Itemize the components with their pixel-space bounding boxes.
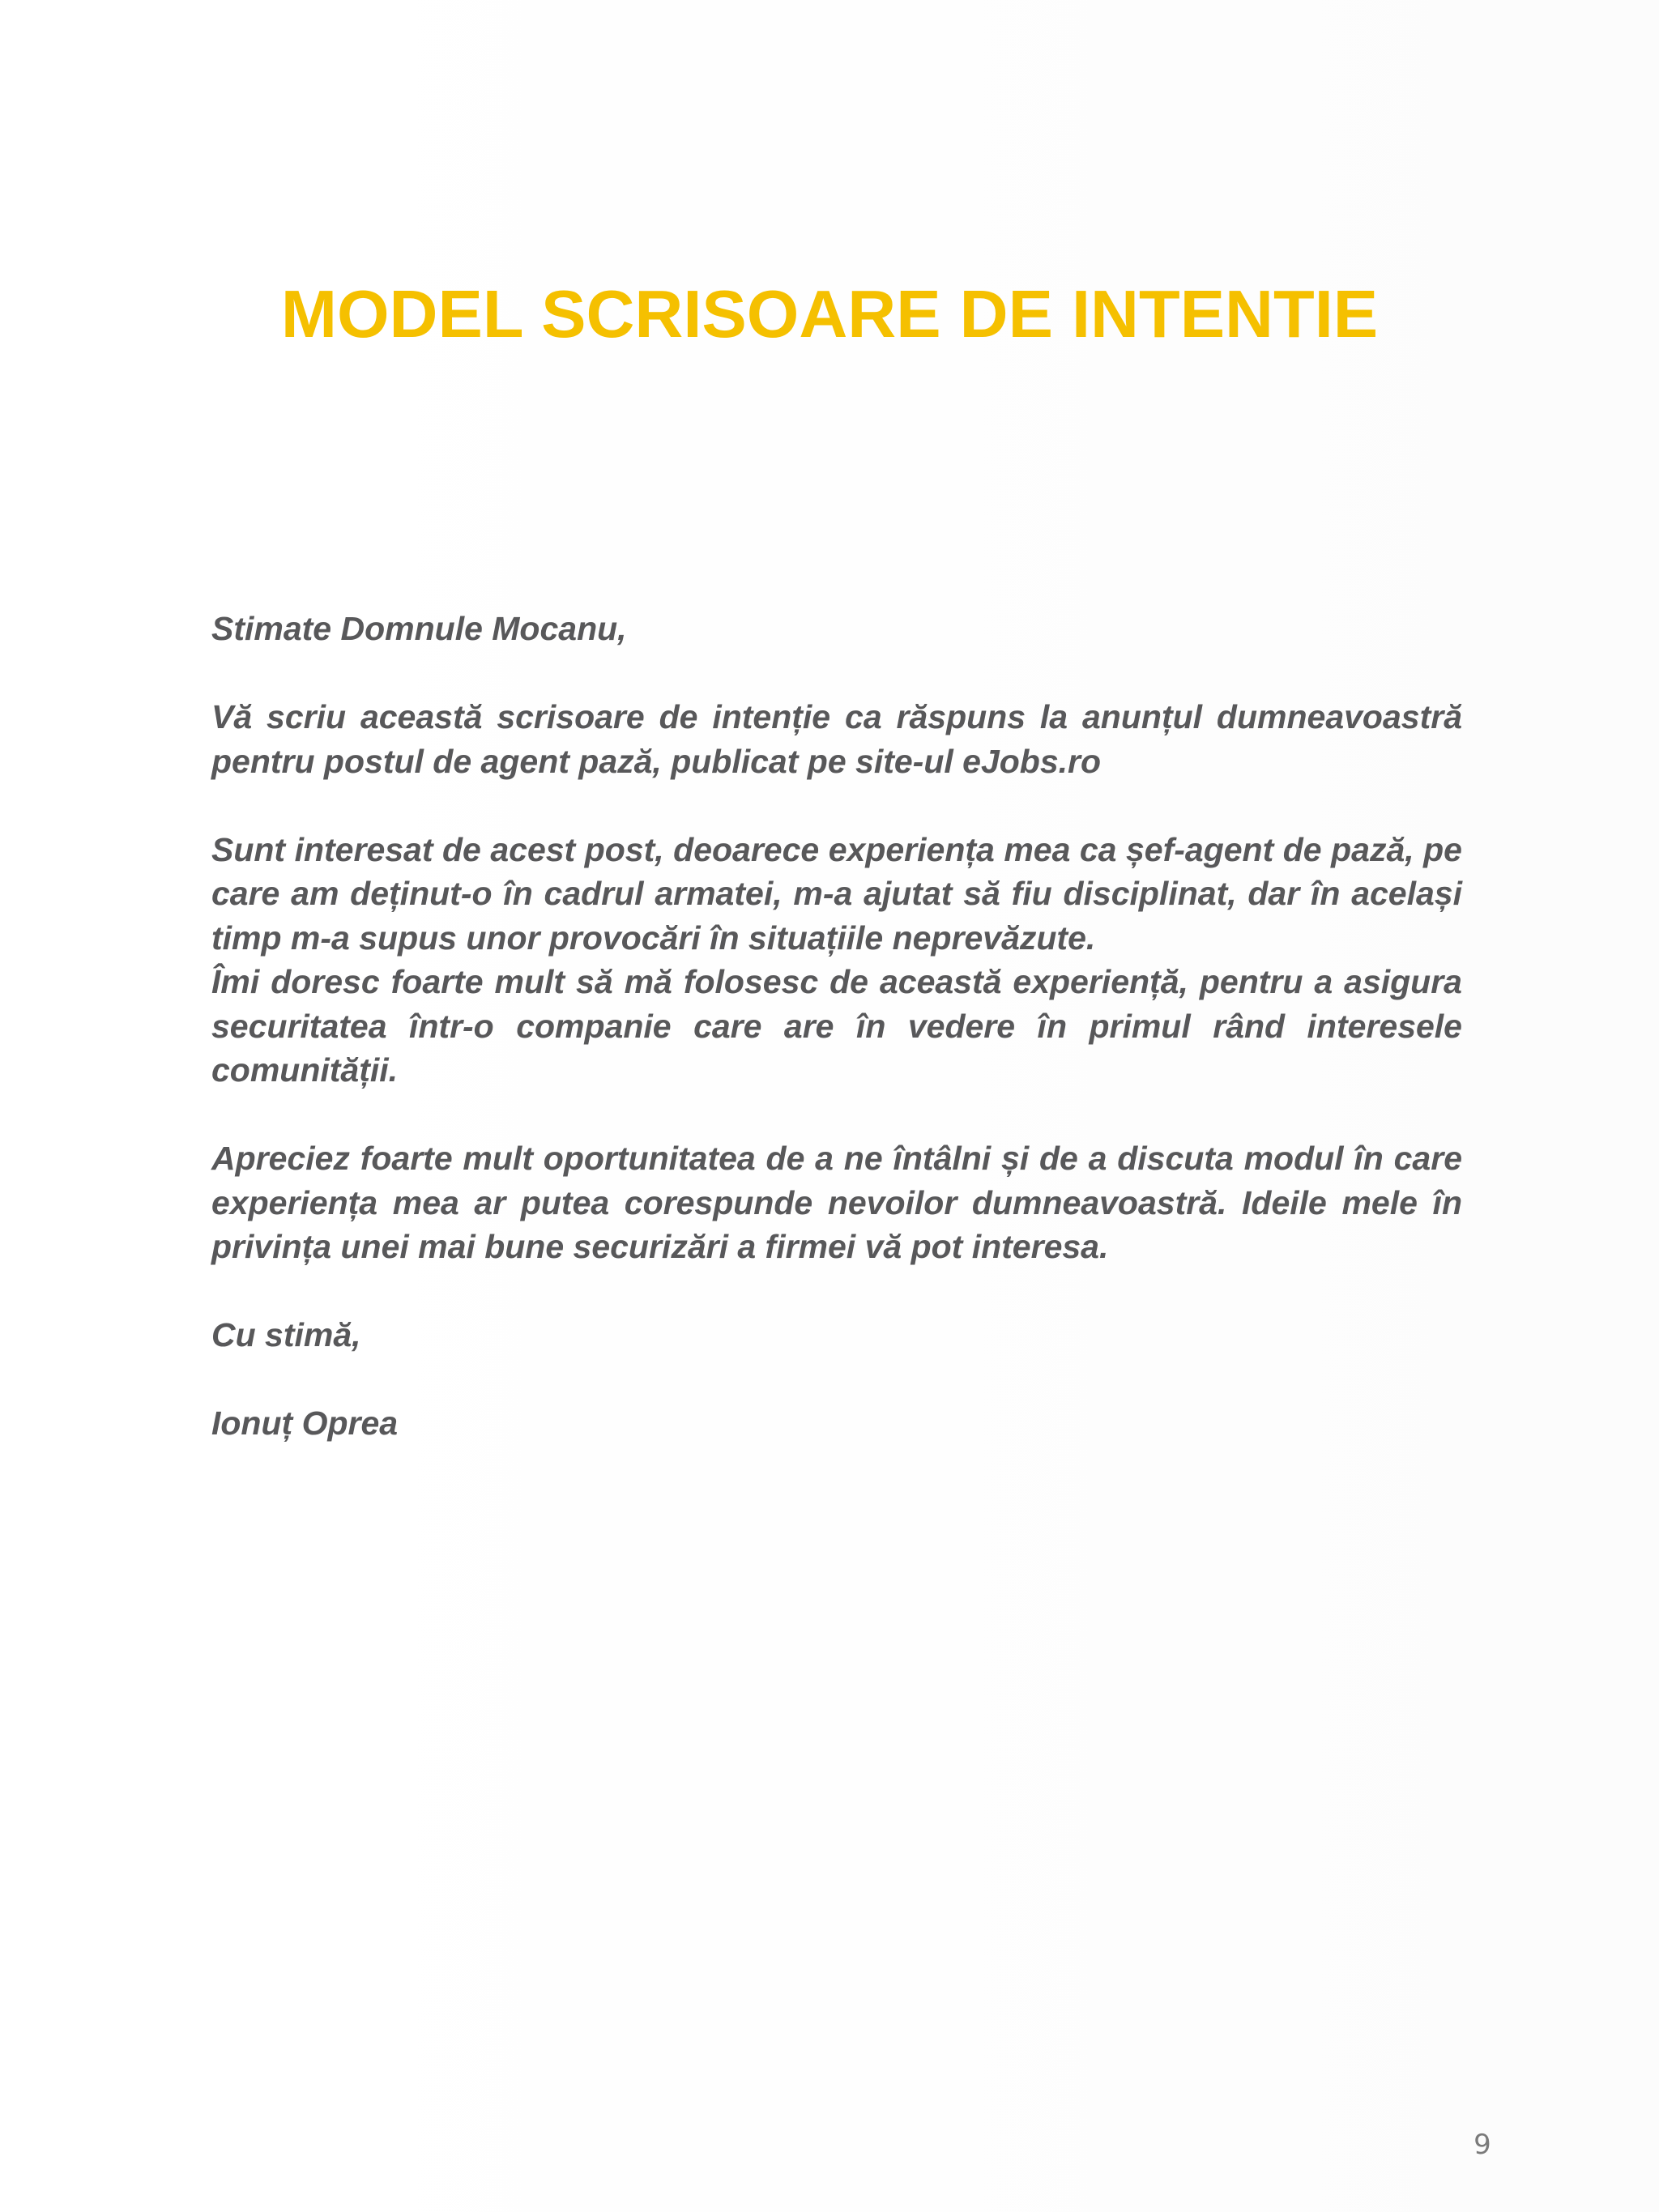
letter-closing: Cu stimă, [211, 1316, 361, 1353]
letter-paragraph-4: Apreciez foarte mult oportunitatea de a ne întâlni și de a discuta modul în care experiența mea ar putea corespunde nevoilor dumneavoastră. Ideile mele în privința unei mai bune securizări a firmei vă pot interesa. [211, 1140, 1462, 1265]
letter-body [211, 607, 1462, 1446]
letter-paragraph-2: Sunt interesat de acest post, deoarece experiența mea ca șef-agent de pază, pe care am deținut-o în cadrul armatei, m-a ajutat să fiu disciplinat, dar în același timp m-a supus unor provocări în situațiile neprevăzute. [211, 830, 1462, 957]
page-number: 9 [1473, 2129, 1491, 2161]
letter-paragraph-1: Vă scriu această scrisoare de intenție ca răspuns la anunțul dumneavoastră pentru postul de agent pază, publicat pe site-ul eJobs.ro [211, 698, 1462, 780]
page-title: MODEL SCRISOARE DE INTENTIE [280, 276, 1379, 352]
letter-paragraph-3: Îmi doresc foarte mult să mă folosesc de această experiență, pentru a asigura securitatea într-o companie care are în vedere în primul rând interesele comunității. [211, 963, 1462, 1089]
letter-salutation: Stimate Domnule Mocanu, [211, 610, 627, 647]
letter-signature: Ionuț Oprea [211, 1404, 399, 1442]
